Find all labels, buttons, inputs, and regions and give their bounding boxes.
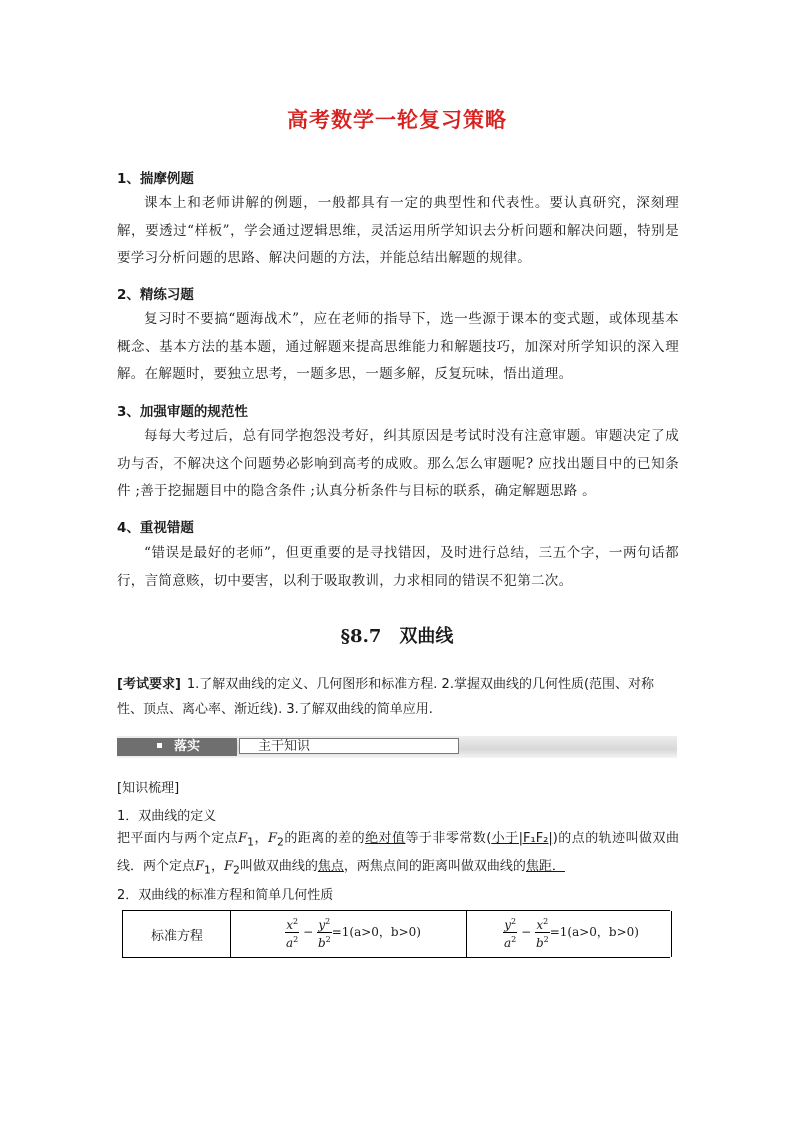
section-body-4: “错误是最好的老师”，但更重要的是寻找错因，及时进行总结，三五个字，一两句话都行，言简意赅，切中要害，以利于吸取教训，力求相同的错误不犯第二次。 — [117, 545, 679, 589]
requirements-text: 1.了解双曲线的定义、几何图形和标准方程. 2.掌握双曲线的几何性质(范围、对称性、顶点、离心率、渐近线). 3.了解双曲线的简单应用. — [117, 677, 655, 717]
section-body-1: 课本上和老师讲解的例题，一般都具有一定的典型性和代表性。要认真研究，深刻理解，要透过“样板”，学会通过逻辑思维，灵活运用所学知识去分析问题和解决问题，特别是要学习分析问题的思路、解决问题的方法，并能总结出解题的规律。 — [117, 195, 679, 267]
table-label: 标准方程 — [150, 929, 203, 944]
section-body-3: 每每大考过后，总有同学抱怨没考好，纠其原因是考试时没有注意审题。审题决定了成功与否，不解决这个问题势必影响到高考的成败。那么怎么审题呢? 应找出题目中的已知条件 ;善于挖掘题目中的隐含条件 ;认真分析条件与目标的联系，确定解题思路 。 — [117, 428, 679, 500]
knowledge-heading: [知识梳理] — [117, 781, 180, 796]
term-less-than: 小于|F₁F₂| — [491, 831, 553, 846]
chapter-title — [0, 622, 794, 648]
table-cell-eq1 — [230, 911, 467, 957]
requirements-tag: [考试要求] — [117, 677, 181, 692]
exam-requirements — [117, 672, 679, 722]
banner-dark-label: 落实 — [117, 738, 237, 756]
equation-y-axis: $\frac{y^2}{a^2}$ − $\frac{x^2}{b^2}$ =1(a>0，b>0) — [504, 917, 639, 950]
section-body-2: 复习时不要搞“题海战术”，应在老师的指导下，选一些源于课本的变式题，或体现基本概念、基本方法的基本题，通过解题来提高思维能力和解题技巧，加深对所学知识的深入理解。在解题时，要独立思考，一题多思，一题多解，反复玩味，悟出道理。 — [117, 311, 679, 383]
term-absolute-value: 绝对值 — [365, 831, 406, 846]
section-heading-3: 3、加强审题的规范性 — [117, 404, 248, 420]
chapter-name: 双曲线 — [399, 626, 454, 647]
section-heading-1: 1、揣摩例题 — [117, 171, 194, 187]
term-focal-distance: 焦距． — [525, 858, 565, 874]
knowledge-item-1: 1．双曲线的定义 — [117, 809, 217, 824]
page-title: 高考数学一轮复习策略 — [287, 108, 507, 132]
banner-light-label: 主干知识 — [239, 738, 459, 754]
knowledge-item-2: 2．双曲线的标准方程和简单几何性质 — [117, 888, 334, 903]
table-cell-eq2 — [466, 911, 672, 957]
section-heading-4: 4、重视错题 — [117, 520, 194, 536]
section-heading-2: 2、精练习题 — [117, 287, 194, 303]
table-cell-label — [122, 911, 231, 957]
chapter-number: §8.7 — [340, 626, 382, 647]
definition-paragraph: 把平面内与两个定点$F_1$，$F_2$的距离的差的绝对值等于非零常数(小于|F₁F₂|)的点的轨迹叫做双曲线．两个定点$F_1$，$F_2$叫做双曲线的焦点，两焦点间的距离叫做双曲线的焦距． — [117, 831, 679, 877]
term-focus: 焦点 — [317, 858, 344, 874]
section-banner — [117, 736, 677, 758]
square-bullet-icon — [157, 743, 162, 748]
equation-x-axis: $\frac{x^2}{a^2}$ − $\frac{y^2}{b^2}$ =1(a>0，b>0) — [286, 917, 421, 950]
properties-table — [122, 910, 670, 958]
